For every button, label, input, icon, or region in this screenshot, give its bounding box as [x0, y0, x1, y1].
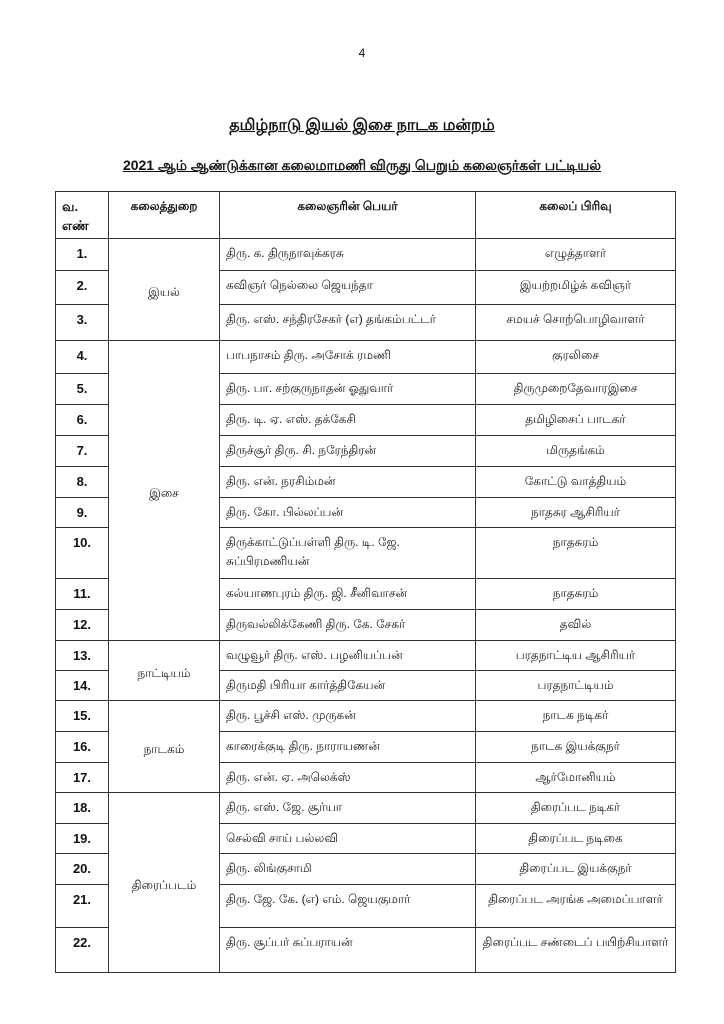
header-art-category: கலைப் பிரிவு [476, 192, 676, 239]
field-cell: நாடகம் [109, 701, 220, 793]
field-cell: நாட்டியம் [109, 641, 220, 701]
artist-name-cell: காரைக்குடி திரு. நாராயணன் [220, 732, 476, 763]
serial-number-cell: 13. [56, 641, 109, 671]
art-category-cell: எழுத்தாளர் [476, 239, 676, 271]
document-subtitle: 2021 ஆம் ஆண்டுக்கான கலைமாமணி விருது பெறும் கலைஞர்கள் பட்டியல் [122, 157, 602, 173]
artist-name-cell: திரு. பூச்சி எஸ். முருகன் [220, 701, 476, 732]
table-row [56, 239, 676, 271]
art-category-cell: ஆர்மோனியம் [476, 763, 676, 793]
art-category-cell: சமயச் சொற்பொழிவாளர் [476, 305, 676, 341]
serial-number-cell: 21. [56, 885, 109, 928]
art-category-cell: திருமுறைதேவாரஇசை [476, 374, 676, 405]
art-category-cell: திரைப்பட அரங்க அமைப்பாளர் [476, 885, 676, 928]
artist-name-cell: திரு. கோ. பில்லப்பன் [220, 498, 476, 528]
art-category-cell: பரதநாட்டியம் [476, 671, 676, 701]
table-row [56, 701, 676, 732]
artist-name-cell: திரு. ஜே. கே. (எ) எம். ஜெயகுமார் [220, 885, 476, 928]
artist-name-cell: திருவல்லிக்கேணி திரு. கே. சேகர் [220, 610, 476, 641]
serial-number-cell: 17. [56, 763, 109, 793]
artist-name-cell: திரு. பா. சற்குருநாதன் ஓதுவார் [220, 374, 476, 405]
art-category-cell: பரதநாட்டிய ஆசிரியர் [476, 641, 676, 671]
table-body [56, 239, 676, 973]
serial-number-cell: 20. [56, 854, 109, 885]
table-row [56, 793, 676, 824]
art-category-cell: நாதசுர ஆசிரியர் [476, 498, 676, 528]
art-category-cell: தவில் [476, 610, 676, 641]
serial-number-cell: 12. [56, 610, 109, 641]
table-row [56, 341, 676, 374]
serial-number-cell: 11. [56, 579, 109, 610]
art-category-cell: தமிழிசைப் பாடகர் [476, 405, 676, 436]
header-field: கலைத்துறை [109, 192, 220, 239]
serial-number-cell: 16. [56, 732, 109, 763]
artist-name-cell: திரு. லிங்குசாமி [220, 854, 476, 885]
artist-name-cell: கவிஞர் நெல்லை ஜெயந்தா [220, 271, 476, 305]
serial-number-cell: 7. [56, 436, 109, 467]
field-cell: இசை [109, 341, 220, 641]
art-category-cell: நாடக நடிகர் [476, 701, 676, 732]
serial-number-cell: 5. [56, 374, 109, 405]
field-cell: இயல் [109, 239, 220, 341]
artist-name-cell: திருச்சூர் திரு. சி. நரேந்திரன் [220, 436, 476, 467]
art-category-cell: நாடக இயக்குநர் [476, 732, 676, 763]
art-category-cell: திரைப்பட நடிகை [476, 824, 676, 854]
art-category-cell: இயற்றமிழ்க் கவிஞர் [476, 271, 676, 305]
artist-name-cell: திரு. எஸ். சந்திரசேகர் (எ) தங்கம்பட்டர் [220, 305, 476, 341]
artist-name-cell: கல்யாணபுரம் திரு. ஜி. சீனிவாசன் [220, 579, 476, 610]
art-category-cell: குரலிசை [476, 341, 676, 374]
art-category-cell: கோட்டு வாத்தியம் [476, 467, 676, 498]
artist-name-cell: திருமதி பிரியா கார்த்திகேயன் [220, 671, 476, 701]
artist-name-cell: திரு. சூப்பர் சுப்பராயன் [220, 928, 476, 973]
art-category-cell: திரைப்பட நடிகர் [476, 793, 676, 824]
serial-number-cell: 9. [56, 498, 109, 528]
page-number: 4 [358, 46, 366, 60]
art-category-cell: நாதசுரம் [476, 579, 676, 610]
table-row [56, 641, 676, 671]
table-header-row [56, 192, 676, 239]
artist-name-cell: செல்வி சாய் பல்லவி [220, 824, 476, 854]
artist-name-cell: திரு. எஸ். ஜே. சூர்யா [220, 793, 476, 824]
awardees-table [55, 191, 676, 973]
header-artist-name: கலைஞரின் பெயர் [220, 192, 476, 239]
serial-number-cell: 18. [56, 793, 109, 824]
artist-name-cell: திரு. டி. ஏ. எஸ். தக்கேசி [220, 405, 476, 436]
serial-number-cell: 22. [56, 928, 109, 973]
art-category-cell: நாதசுரம் [476, 528, 676, 579]
art-category-cell: திரைப்பட இயக்குநர் [476, 854, 676, 885]
serial-number-cell: 8. [56, 467, 109, 498]
field-cell: திரைப்படம் [109, 793, 220, 973]
serial-number-cell: 2. [56, 271, 109, 305]
document-title: தமிழ்நாடு இயல் இசை நாடக மன்றம் [229, 117, 495, 134]
serial-number-cell: 15. [56, 701, 109, 732]
serial-number-cell: 1. [56, 239, 109, 271]
serial-number-cell: 4. [56, 341, 109, 374]
artist-name-cell: திரு. என். நரசிம்மன் [220, 467, 476, 498]
serial-number-cell: 10. [56, 528, 109, 579]
artist-name-cell: திருக்காட்டுப்பள்ளி திரு. டி. ஜே. சுப்பிரமணியன் [220, 528, 476, 579]
artist-name-cell: திரு. என். ஏ. அலெக்ஸ் [220, 763, 476, 793]
artist-name-cell: திரு. க. திருநாவுக்கரசு [220, 239, 476, 271]
serial-number-cell: 19. [56, 824, 109, 854]
serial-number-cell: 3. [56, 305, 109, 341]
header-serial-no: வ. எண் [56, 192, 109, 239]
art-category-cell: மிருதங்கம் [476, 436, 676, 467]
artist-name-cell: வழுவூர் திரு. எஸ். பழனியப்பன் [220, 641, 476, 671]
serial-number-cell: 14. [56, 671, 109, 701]
serial-number-cell: 6. [56, 405, 109, 436]
artist-name-cell: பாபநாசம் திரு. அசோக் ரமணி [220, 341, 476, 374]
art-category-cell: திரைப்பட சண்டைப் பயிற்சியாளர் [476, 928, 676, 973]
